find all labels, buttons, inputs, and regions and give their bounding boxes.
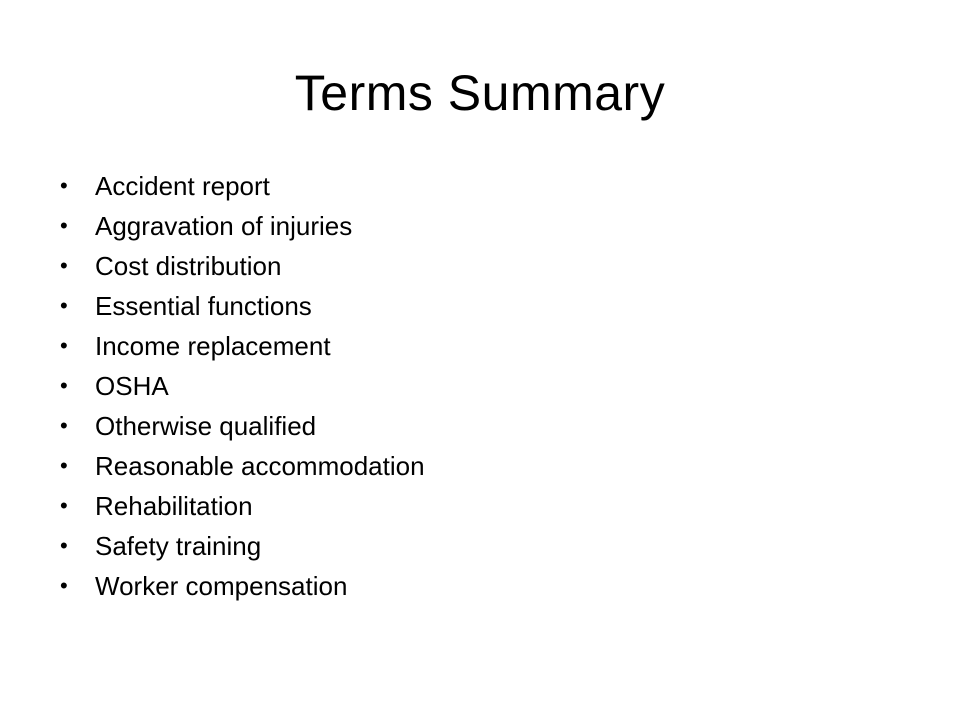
list-item-text: Worker compensation xyxy=(95,571,348,601)
bullet-icon: • xyxy=(60,333,68,358)
slide-title: Terms Summary xyxy=(294,65,666,121)
list-item-text: Essential functions xyxy=(95,291,312,321)
bullet-icon: • xyxy=(60,413,68,438)
list-item xyxy=(60,406,425,446)
bullet-icon: • xyxy=(60,493,68,518)
list-item xyxy=(60,446,425,486)
terms-list xyxy=(60,166,425,606)
list-item xyxy=(60,526,425,566)
list-item-text: Income replacement xyxy=(95,331,331,361)
list-item-text: Rehabilitation xyxy=(95,491,253,521)
list-item xyxy=(60,366,425,406)
list-item-text: Otherwise qualified xyxy=(95,411,317,441)
bullet-icon: • xyxy=(60,533,68,558)
bullet-icon: • xyxy=(60,293,68,318)
list-item xyxy=(60,326,425,366)
list-item xyxy=(60,566,425,606)
list-item-text: Safety training xyxy=(95,531,262,561)
list-item xyxy=(60,166,425,206)
bullet-icon: • xyxy=(60,373,68,398)
list-item-text: Reasonable accommodation xyxy=(95,451,425,481)
bullet-icon: • xyxy=(60,453,68,478)
bullet-icon: • xyxy=(60,253,68,278)
list-item xyxy=(60,286,425,326)
list-item xyxy=(60,246,425,286)
bullet-icon: • xyxy=(60,213,68,238)
bullet-icon: • xyxy=(60,573,68,598)
list-item xyxy=(60,486,425,526)
list-item-text: Accident report xyxy=(95,171,270,201)
list-item-text: OSHA xyxy=(95,371,169,401)
list-item-text: Aggravation of injuries xyxy=(95,211,353,241)
bullet-icon: • xyxy=(60,173,68,198)
list-item-text: Cost distribution xyxy=(95,251,282,281)
list-item xyxy=(60,206,425,246)
